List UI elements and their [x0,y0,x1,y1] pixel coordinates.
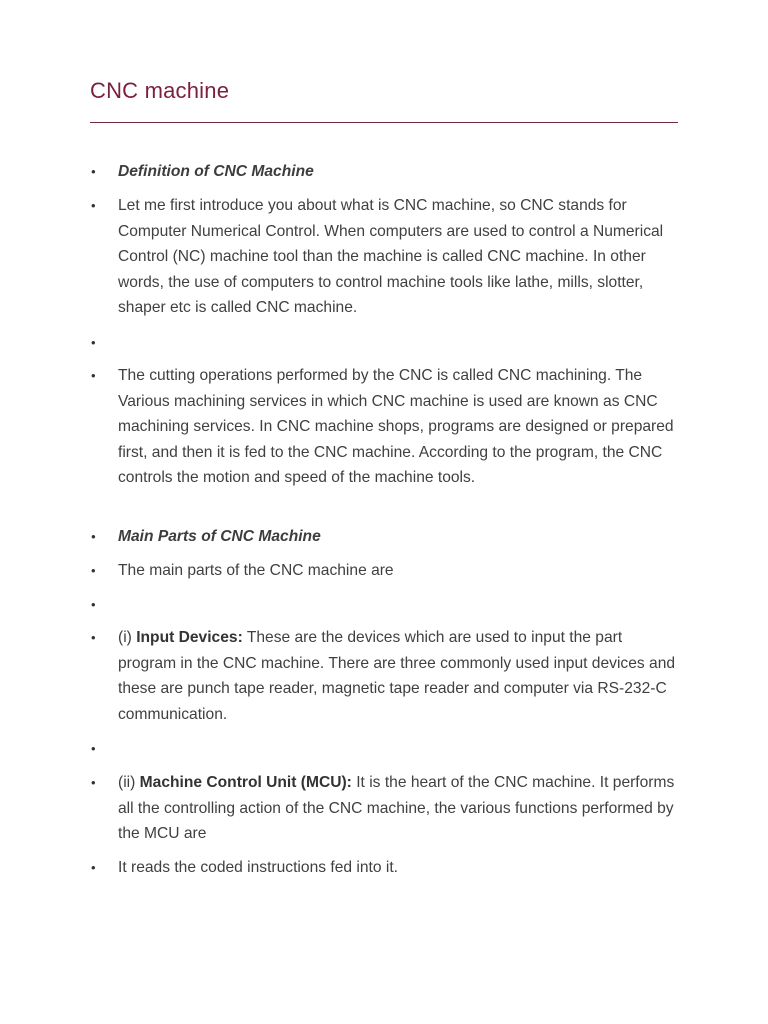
paragraph-text: It reads the coded instructions fed into it. [118,859,398,876]
bullet-icon: • [91,368,96,383]
bullet-icon: • [91,563,96,578]
item-label: Machine Control Unit (MCU): [139,774,352,791]
bullet-icon: • [91,630,96,645]
bullet-icon: • [91,198,96,213]
bullet-icon: • [91,529,96,544]
bullet-icon: • [91,775,96,790]
list-item-definition-heading [91,159,682,185]
bullet-icon: • [91,164,96,179]
item-prefix: (ii) [118,774,140,791]
page-title: CNC machine [90,78,230,103]
paragraph-text: It is the heart of the CNC machine. It performs all the controlling action of the CNC machine, the various functions performed by the MCU are [118,774,675,842]
section-heading: Definition of CNC Machine [118,163,314,180]
list-item-input-devices [91,625,682,727]
paragraph-text: The cutting operations performed by the CNC is called CNC machining. The Various machining services in which CNC machine is used are known as CNC machining services. In CNC machine shops, programs are designed or prepared first, and then it is fed to the CNC machine. According to the program, the CNC controls the motion and speed of the machine tools. [118,367,674,486]
bullet-icon: • [91,335,96,350]
bullet-icon: • [91,741,96,756]
item-prefix: (i) [118,629,137,646]
section-heading: Main Parts of CNC Machine [118,528,321,545]
list-item-machining [91,363,682,491]
list-item-mcu [91,770,682,847]
item-label: Input Devices: [136,629,243,646]
title-divider [90,122,678,123]
list-item-parts-intro [91,558,682,584]
list-item-parts-heading [91,524,682,550]
paragraph-text: The main parts of the CNC machine are [118,562,394,579]
list-item-definition [91,193,682,321]
bullet-icon: • [91,597,96,612]
paragraph-text: Let me first introduce you about what is CNC machine, so CNC stands for Computer Numerical Control. When computers are used to control a Numerical Control (NC) machine tool than the machine is called CNC machine. In other words, the use of computers to control machine tools like lathe, mills, slotter, shaper etc is called CNC machine. [118,197,664,316]
list-item-reads-instructions [91,855,682,881]
paragraph-text: These are the devices which are used to input the part program in the CNC machine. There are three commonly used input devices and these are punch tape reader, magnetic tape reader and computer via RS-232-C communication. [118,629,676,723]
bullet-icon: • [91,860,96,875]
